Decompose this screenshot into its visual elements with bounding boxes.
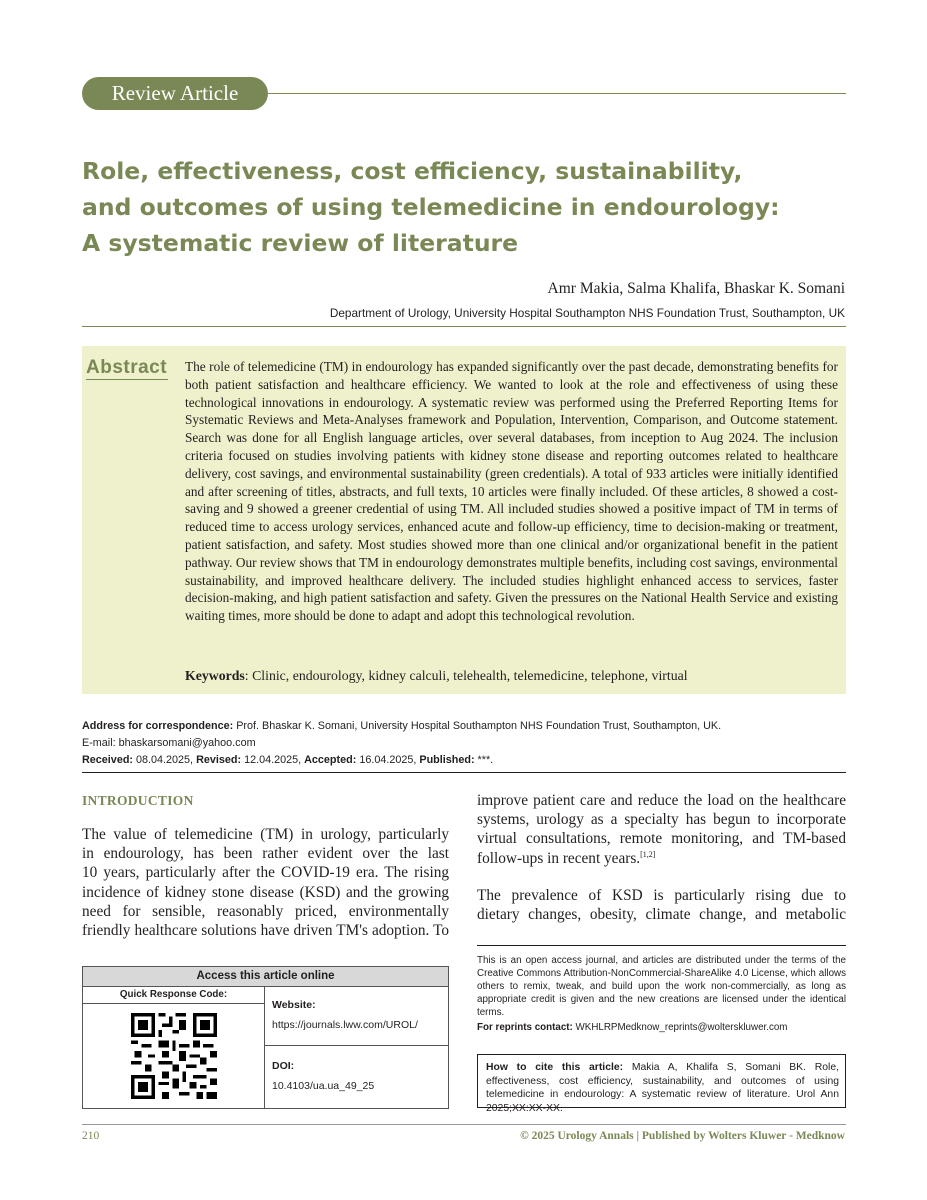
text-line: need for sensible, reasonably priced, environmentally — [82, 902, 449, 920]
title-line: and outcomes of using telemedicine in endourology: — [82, 193, 780, 221]
table-divider — [264, 986, 265, 1108]
doi-label: DOI: — [272, 1060, 295, 1072]
header-rule — [268, 93, 846, 94]
text-line: in endourology, has been rather evident over the last — [82, 845, 449, 863]
reprints-label: For reprints contact: — [477, 1022, 573, 1033]
affiliation: Department of Urology, University Hospital Southampton NHS Foundation Trust, Southampton, UK — [329, 306, 845, 320]
text-line: virtual consultations, remote monitoring, and TM-based — [477, 830, 846, 848]
title-line: A systematic review of literature — [82, 229, 519, 257]
qr-code-icon[interactable] — [131, 1013, 217, 1099]
keywords — [185, 668, 838, 684]
qr-code-label: Quick Response Code: — [119, 989, 228, 1000]
text-line: The prevalence of KSD is particularly rising due to — [477, 887, 846, 904]
text-line: The value of telemedicine (TM) in urology, particularly — [82, 826, 449, 843]
revised-label: Revised: — [196, 754, 242, 766]
introduction-paragraph — [82, 825, 449, 940]
text-line-end: follow-ups in recent years. — [477, 849, 641, 867]
authors: Amr Makia, Salma Khalifa, Bhaskar K. Somani — [547, 280, 845, 297]
text-line: dietary changes, obesity, climate change, and metabolic — [477, 906, 846, 924]
title-line: Role, effectiveness, cost efficiency, sustainability, — [82, 157, 743, 185]
text-line — [477, 849, 846, 868]
citation-text — [486, 1061, 839, 1115]
abstract-heading-underline — [86, 379, 168, 380]
license-rule — [477, 945, 846, 946]
citation-body: Makia A, Khalifa S, Somani BK. Role, effectiveness, cost efficiency, sustainability, and outcomes of using telemedicine in endourology: A systematic review of literature. Urol Ann 2025;XX:XX-XX. — [486, 1062, 839, 1114]
introduction-heading: INTRODUCTION — [82, 793, 194, 808]
abstract-heading: Abstract — [86, 357, 168, 378]
reprints-email[interactable]: WKHLRPMedknow_reprints@wolterskluwer.com — [572, 1022, 788, 1033]
footer-rule — [82, 1124, 846, 1125]
revised-date: 12.04.2025, — [241, 754, 305, 766]
doi-value[interactable]: 10.4103/ua.ua_49_25 — [272, 1080, 375, 1092]
website-label: Website: — [272, 999, 316, 1011]
correspondence-email: E-mail: bhaskarsomani@yahoo.com — [82, 737, 256, 749]
table-divider — [265, 1045, 448, 1046]
prevalence-paragraph — [477, 886, 846, 924]
text-line: improve patient care and reduce the load on the healthcare — [477, 792, 846, 809]
correspondence-rule — [82, 772, 846, 773]
citation-label: How to cite this article: — [486, 1062, 624, 1073]
abstract-text: The role of telemedicine (TM) in endourology has expanded significantly over the past decade, demonstrating benefits for both patient satisfaction and healthcare efficiency. We wanted to look at the role and effectiveness of using these technological innovations in endourology. A systematic review was performed using the Preferred Reporting Items for Systematic Reviews and Meta-Analyses framework and Population, Intervention, Comparison, and Outcome statement. Search was done for all English language articles, over several databases, from inception to Aug 2024. The inclusion criteria focused on studies involving patients with kidney stone disease and reporting outcomes related to healthcare delivery, cost savings, and environmental sustainability (green credentials). A total of 933 articles were initially identified and after screening of titles, abstracts, and full texts, 10 articles were finally included. Of these articles, 8 showed a cost-saving and 9 showed a greener credential of using TM. All included studies showed a positive impact of TM in terms of reduced time to access urology services, enhanced acute and follow-up efficiency, time to decision-making or treatment, patient satisfaction, and safety. Most studies showed more than one clinical and/or organizational benefit in the patient pathway. Our review shows that TM in endourology demonstrates multiple benefits, including cost savings, environmental sustainability, and improved healthcare delivery. The included studies highlight enhanced access to services, faster decision-making, and high patient satisfaction and safety. Given the pressures on the National Health Service and existing waiting times, more should be done to adapt and adopt this technological revolution. — [185, 359, 838, 624]
published-date: ***. — [474, 754, 494, 766]
article-dates — [82, 752, 846, 769]
table-divider — [83, 1003, 264, 1004]
reference-citation[interactable]: [1,2] — [640, 849, 656, 859]
text-line: systems, urology as a specialty has begun to incorporate — [477, 811, 846, 829]
accepted-label: Accepted: — [304, 754, 357, 766]
text-line: incidence of kidney stone disease (KSD) and the growing — [82, 883, 449, 901]
correspondence-address-text: Prof. Bhaskar K. Somani, University Hospital Southampton NHS Foundation Trust, Southampton, UK. — [233, 720, 722, 732]
keywords-label: Keywords — [185, 668, 245, 683]
received-label: Received: — [82, 754, 134, 766]
license-notice: This is an open access journal, and articles are distributed under the terms of the Creative Commons Attribution-NonCommercial-ShareAlike 4.0 License, which allows others to remix, tweak, and build upon the work non-commercially, as long as appropriate credit is given and the new creations are licensed under the identical terms. — [477, 955, 846, 1018]
page-number: 210 — [82, 1130, 100, 1142]
correspondence-address — [82, 718, 846, 735]
reprints-contact — [477, 1022, 787, 1033]
introduction-paragraph-continued — [477, 791, 846, 868]
article-type-badge: Review Article — [82, 77, 268, 110]
access-table-header: Access this article online — [83, 967, 448, 987]
keywords-list: : Clinic, endourology, kidney calculi, telehealth, telemedicine, telephone, virtual — [244, 668, 688, 683]
correspondence — [82, 718, 846, 769]
accepted-date: 16.04.2025, — [356, 754, 420, 766]
published-label: Published: — [419, 754, 475, 766]
received-date: 08.04.2025, — [133, 754, 197, 766]
article-title — [82, 153, 842, 261]
footer-copyright: © 2025 Urology Annals | Published by Wolters Kluwer - Medknow — [520, 1130, 845, 1142]
text-line: friendly healthcare solutions have driven TM's adoption. To — [82, 922, 449, 940]
correspondence-label: Address for correspondence: — [82, 720, 234, 732]
text-line: 10 years, particularly after the COVID-19 era. The rising — [82, 864, 449, 882]
affiliation-rule — [82, 326, 846, 327]
website-link[interactable]: https://journals.lww.com/UROL/ — [272, 1019, 418, 1031]
